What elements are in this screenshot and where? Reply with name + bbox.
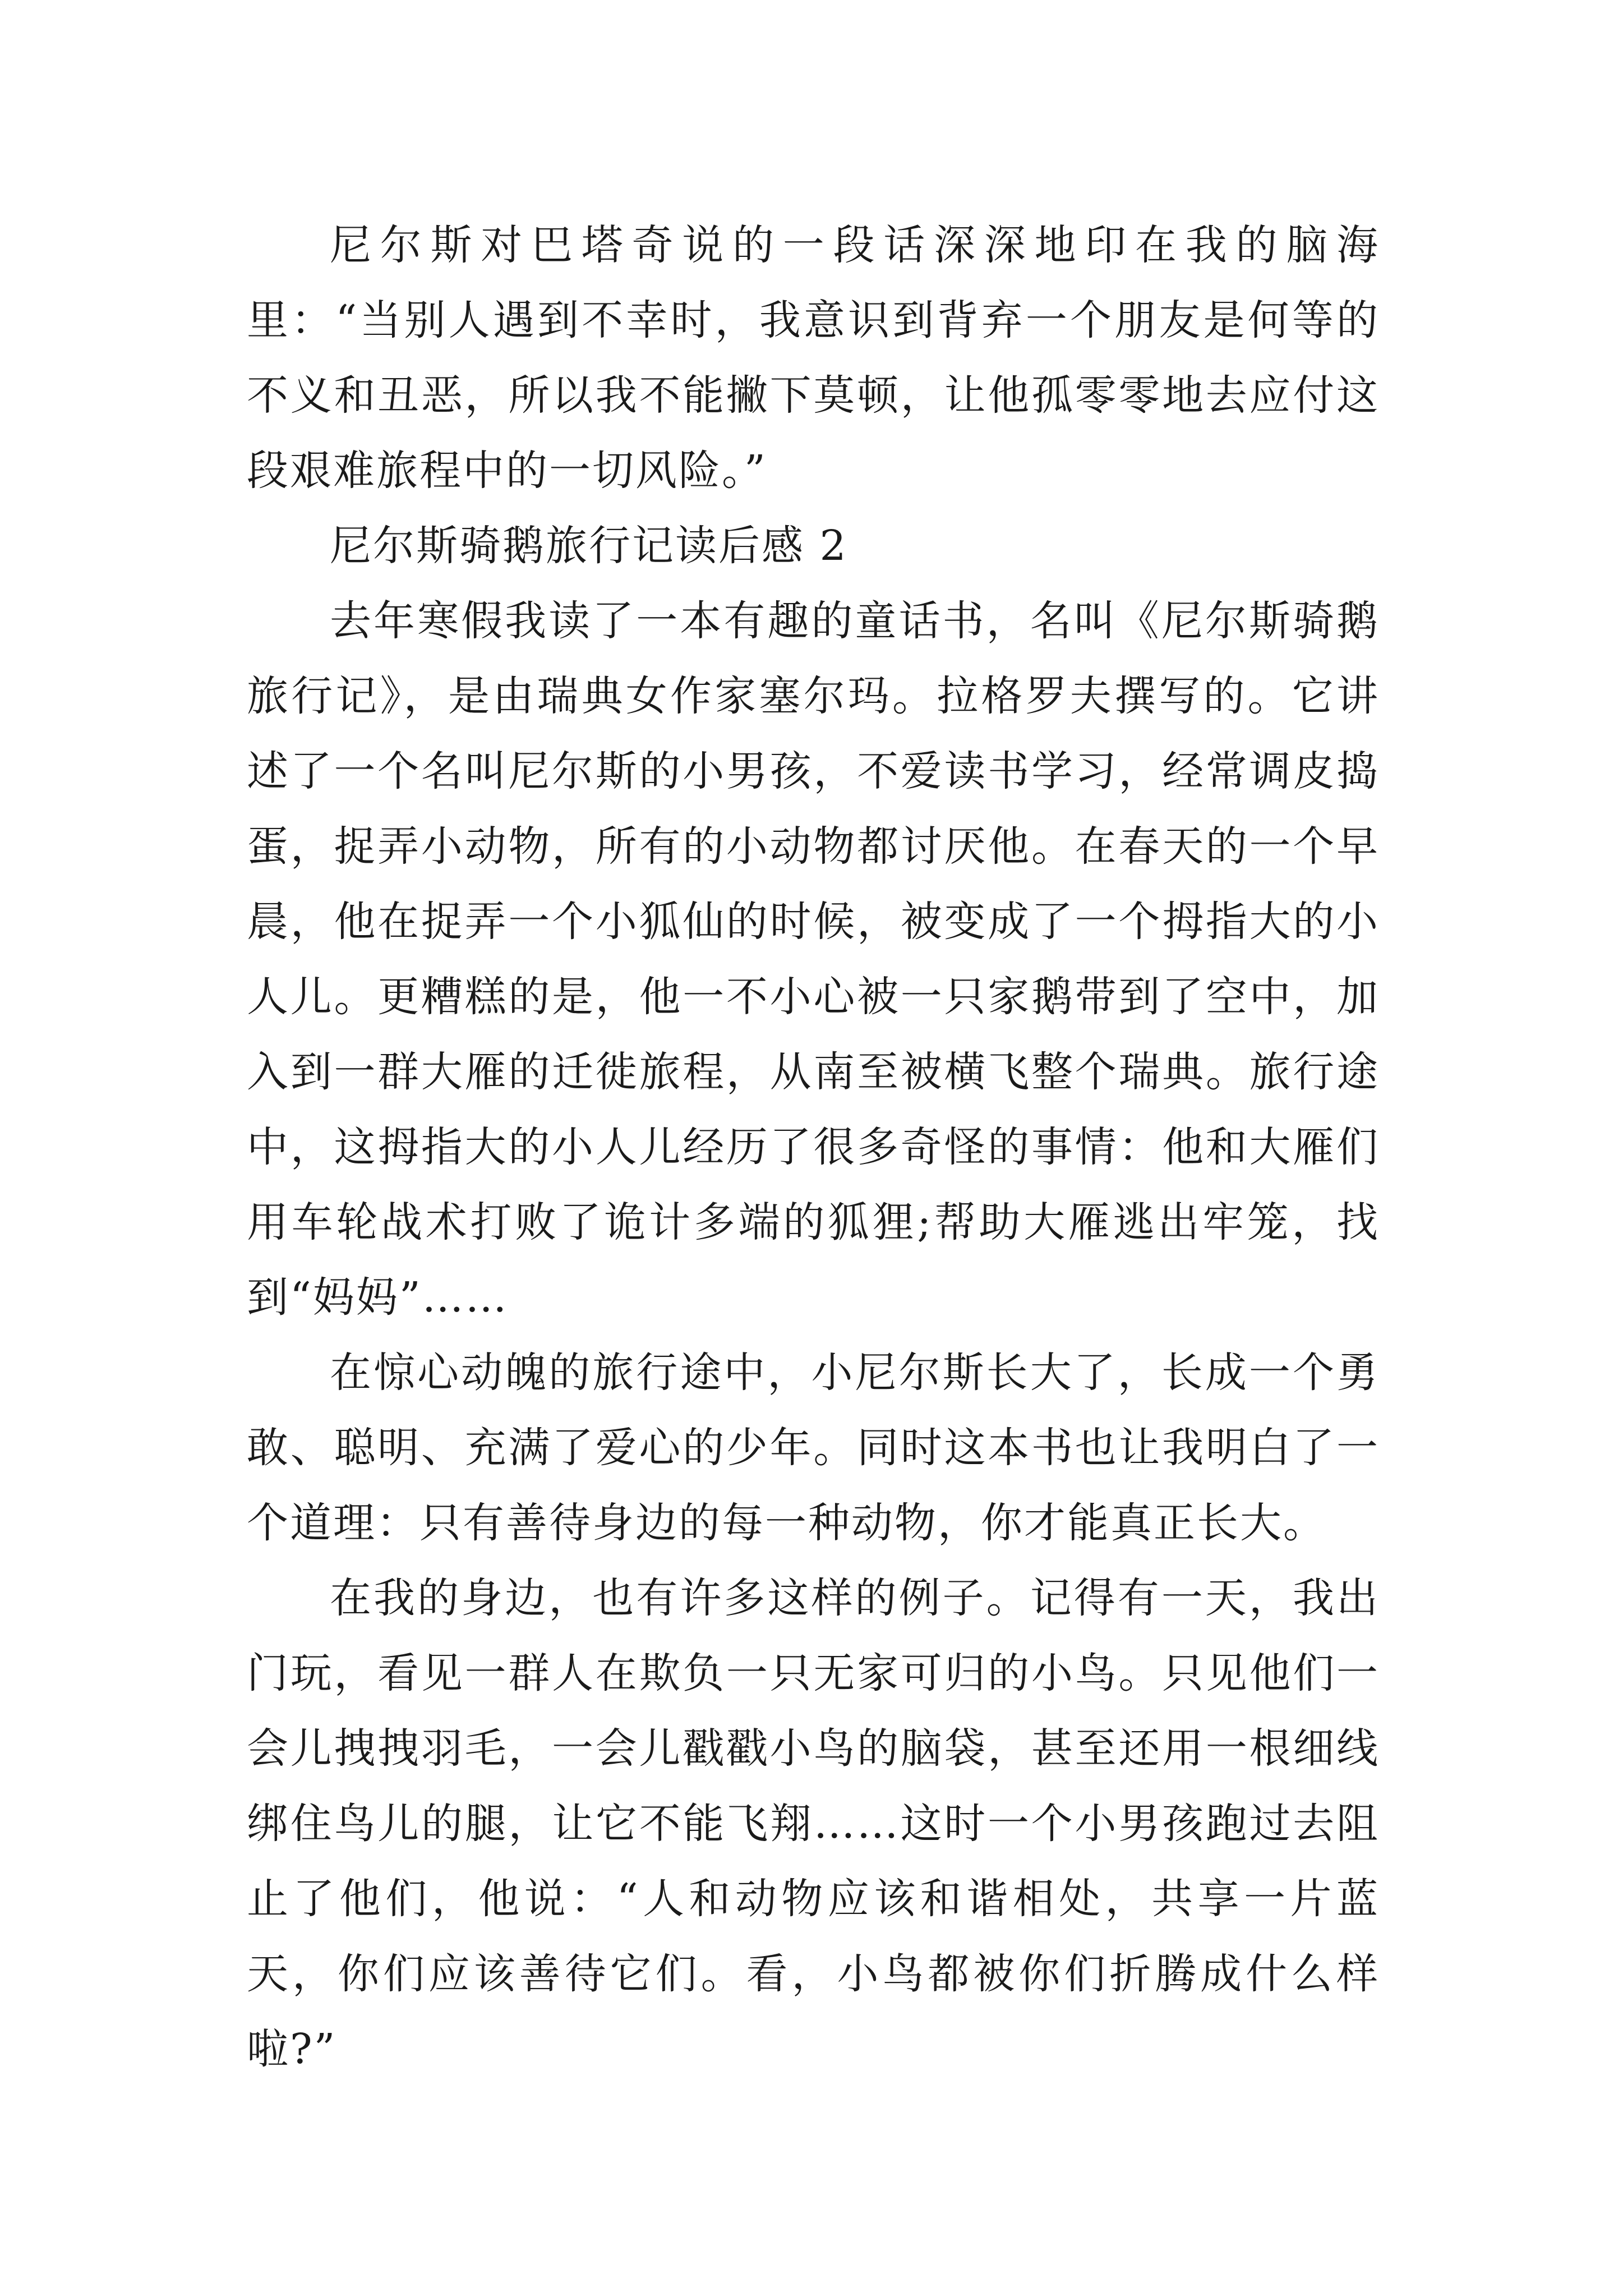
paragraph-example: 在我的身边，也有许多这样的例子。记得有一天，我出门玩，看见一群人在欺负一只无家可归的小鸟。只见他们一会儿拽拽羽毛，一会儿戳戳小鸟的脑袋，甚至还用一根细线绑住鸟儿的腿，让它不能飞翔……这时一个小男孩跑过去阻止了他们，他说：“人和动物应该和谐相处，共享一片蓝天，你们应该善待它们。看，小鸟都被你们折腾成什么样啦?” — [247, 1574, 1380, 2073]
paragraph-quote: 尼尔斯对巴塔奇说的一段话深深地印在我的脑海里：“当别人遇到不幸时，我意识到背弃一个朋友是何等的不义和丑恶，所以我不能撇下莫顿，让他孤零零地去应付这段艰难旅程中的一切风险。” — [247, 221, 1380, 495]
document-body — [247, 208, 1380, 2087]
paragraph-summary: 去年寒假我读了一本有趣的童话书，名叫《尼尔斯骑鹅旅行记》，是由瑞典女作家塞尔玛。拉格罗夫撰写的。它讲述了一个名叫尼尔斯的小男孩，不爱读书学习，经常调皮捣蛋，捉弄小动物，所有的小动物都讨厌他。在春天的一个早晨，他在捉弄一个小狐仙的时候，被变成了一个拇指大的小人儿。更糟糕的是，他一不小心被一只家鹅带到了空中，加入到一群大雁的迁徙旅程，从南至被横飞整个瑞典。旅行途中，这拇指大的小人儿经历了很多奇怪的事情：他和大雁们用车轮战术打败了诡计多端的狐狸;帮助大雁逃出牢笼，找到“妈妈”…… — [247, 597, 1380, 1322]
paragraph-lesson: 在惊心动魄的旅行途中，小尼尔斯长大了，长成一个勇敢、聪明、充满了爱心的少年。同时这本书也让我明白了一个道理：只有善待身边的每一种动物，你才能真正长大。 — [247, 1349, 1380, 1547]
section-heading: 尼尔斯骑鹅旅行记读后感 2 — [330, 522, 848, 570]
